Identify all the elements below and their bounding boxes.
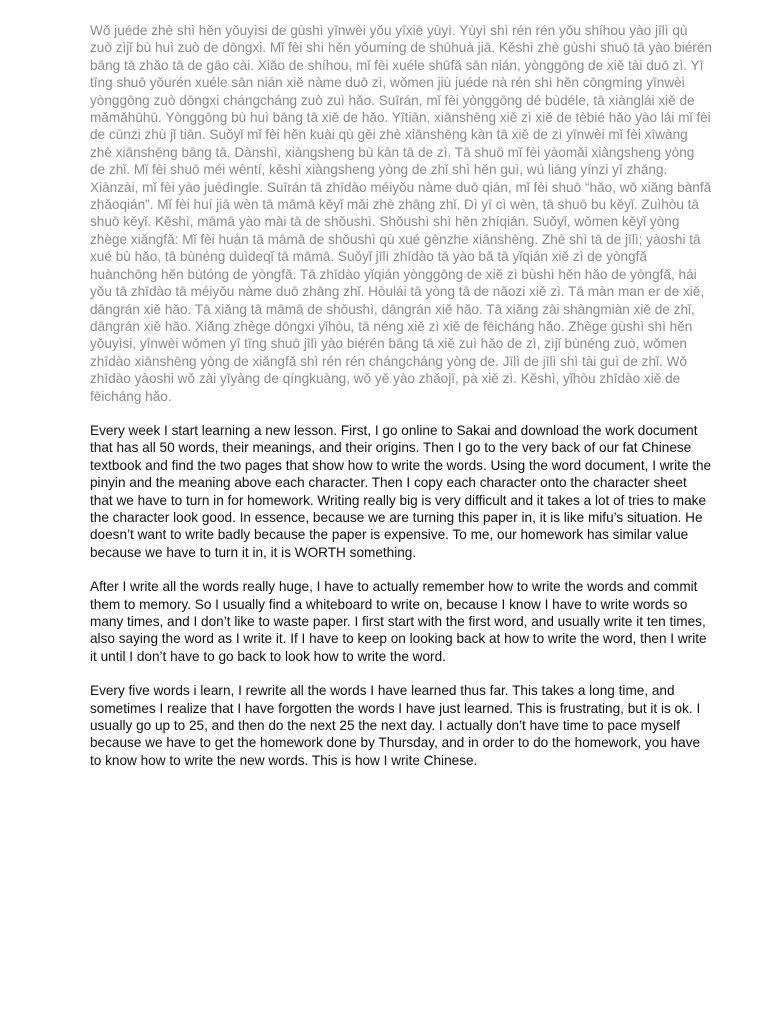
english-paragraph-3: Every five words i learn, I rewrite all the words I have learned thus far. This takes a long time, and sometimes I realize that I have forgotten the words I have just learned. This is frustrating, but it is ok. I usually go up to 25, and then do the next 25 the next day. I actually don’t have time to pace myself because we have to get the homework done by Thursday, and in order to do the homework, you have to know how to write the new words. This is how I write Chinese. [90, 683, 701, 768]
english-paragraph-1: Every week I start learning a new lesson. First, I go online to Sakai and download the work document that has all 50 words, their meanings, and their origins. Then I go to the very back of our fat Chinese textbook and find the two pages that show how to write the words. Using the word document, I write the pinyin and the meaning above each character. Then I copy each character onto the character sheet that we have to turn in for homework. Writing really big is very difficult and it takes a lot of tries to make the character look good. In essence, because we are turning this paper in, it is like mifu’s situation. He doesn’t want to write badly because the paper is expensive. To me, our homework has similar value because we have to turn it in, it is WORTH something. [90, 422, 712, 560]
pinyin-paragraph: Wǒ juéde zhè shì hěn yǒuyìsi de gùshì yīnwèi yǒu yīxiē yùyì. Yùyì shì rén rén yǒu shíhou yào jīlì qù zuò zìjǐ bù huì zuò de dōngxi. Mǐ fèi shì hěn yǒumíng de shūhuà jiā. Kěshì zhè gùshì shuō tā yào biérén bāng tā zhǎo tā de gāo cài. Xiǎo de shíhou, mǐ fèi xuéle shūfǎ sān nián, yònggōng de xiě tài duō zì. Yī tīng shuō yǒurén xuéle sān nián xiě nàme duō zì, wǒmen jiù juéde nà rén shì hěn cōngmíng yīnwèi yònggōng zuò dōngxi chángcháng zuò zuì hǎo. Suīrán, mǐ fèi yònggōng dé bùdéle, tā xiànglái xiě de mǎmǎhūhū. Yònggōng bù huì bāng tā xiě de hǎo. Yītiān, xiānshēng xiě zì xiě de tèbié hǎo yào lái mǐ fèi de cūnzi zhù jǐ tiān. Suǒyǐ mǐ fèi hěn kuài qù gěi zhè xiānshēng kàn tā xiě de zì yīnwèi mǐ fèi xīwàng zhè xiānshēng bāng tā. Dànshì, xiàngsheng bù kàn tā de zì. Tā shuō mǐ fèi yàomǎi xiàngsheng yòng de zhǐ. Mǐ fèi shuō méi wèntí, kěshì xiàngsheng yòng de zhǐ shì hěn guì, wú liáng yínzi yī zhāng. Xiànzài, mǐ fèi yào juédìngle. Suīrán tā zhīdào méiyǒu nàme duō qián, mǐ fèi shuō “hǎo, wǒ xiǎng bànfǎ zhǎoqián”. Mǐ fèi huí jiā wèn tā māmā kěyǐ mǎi zhè zhāng zhǐ. Dì yī cì wèn, tā shuō bu kěyǐ. Zuìhòu tā shuō kěyǐ. Kěshì, māmā yào mài tā de shǒushì. Shǒushì shì hěn zhíqián. Suǒyǐ, wǒmen kěyǐ yòng zhège xiǎngfǎ: Mǐ fèi huàn tā māmā de shǒushì qù xué gēnzhe xiānshēng. Zhè shì tā de jīlì; yàoshi tā xué bù hǎo, tā bùnéng duìdeqǐ tā māmā. Suǒyǐ jīlì zhīdào tā yào bǎ tā yǐqián xiě zì de yòngfǎ huànchōng hěn bùtóng de yòngfǎ. Tā zhīdào yǐqián yònggōng de xiě zì bùshì hěn hǎo de yòngfǎ, hái yǒu tā zhīdào tā méiyǒu nàme duō zhāng zhǐ. Hòulái tā yòng tā de nǎozi xiě zì. Tā màn man er de xiě, dāngrán xiě hǎo. Tā xiǎng tā māmā de shǒushì, dāngrán xiě hǎo. Tā xiǎng zài shàngmiàn xiě de zhǐ, dāngrán xiě hǎo. Xiǎng zhège dōngxi yǐhòu, tā néng xiě zì xiě de fēicháng hǎo. Zhège gùshì shì hěn yǒuyìsi, yīnwèi wǒmen yī tīng shuō jīlì yào biérén bāng tā xiě zuì hǎo de zì, zìjǐ bùnéng zuò, wǒmen zhīdào xiānshēng yòng de xiǎngfǎ shì rén rén chángcháng yòng de. Jīlì de jīlì shì tài guì de zhǐ. Wǒ zhīdào yàoshi wǒ zài yīyàng de qíngkuàng, wǒ yě yào zhǎojī, pà xiě zì. Kěshì, yǐhòu zhīdào xiě de fēicháng hǎo. [90, 23, 712, 404]
document-page [90, 22, 712, 769]
english-paragraph-2: After I write all the words really huge, I have to actually remember how to write the words and commit them to memory. So I usually find a whiteboard to write on, because I know I have to write words so many times, and I don’t like to waste paper. I first start with the first word, and usually write it ten times, also saying the word as I write it. If I have to keep on looking back at how to write the word, then I write it until I don’t have to go back to look how to write the word. [90, 579, 707, 664]
